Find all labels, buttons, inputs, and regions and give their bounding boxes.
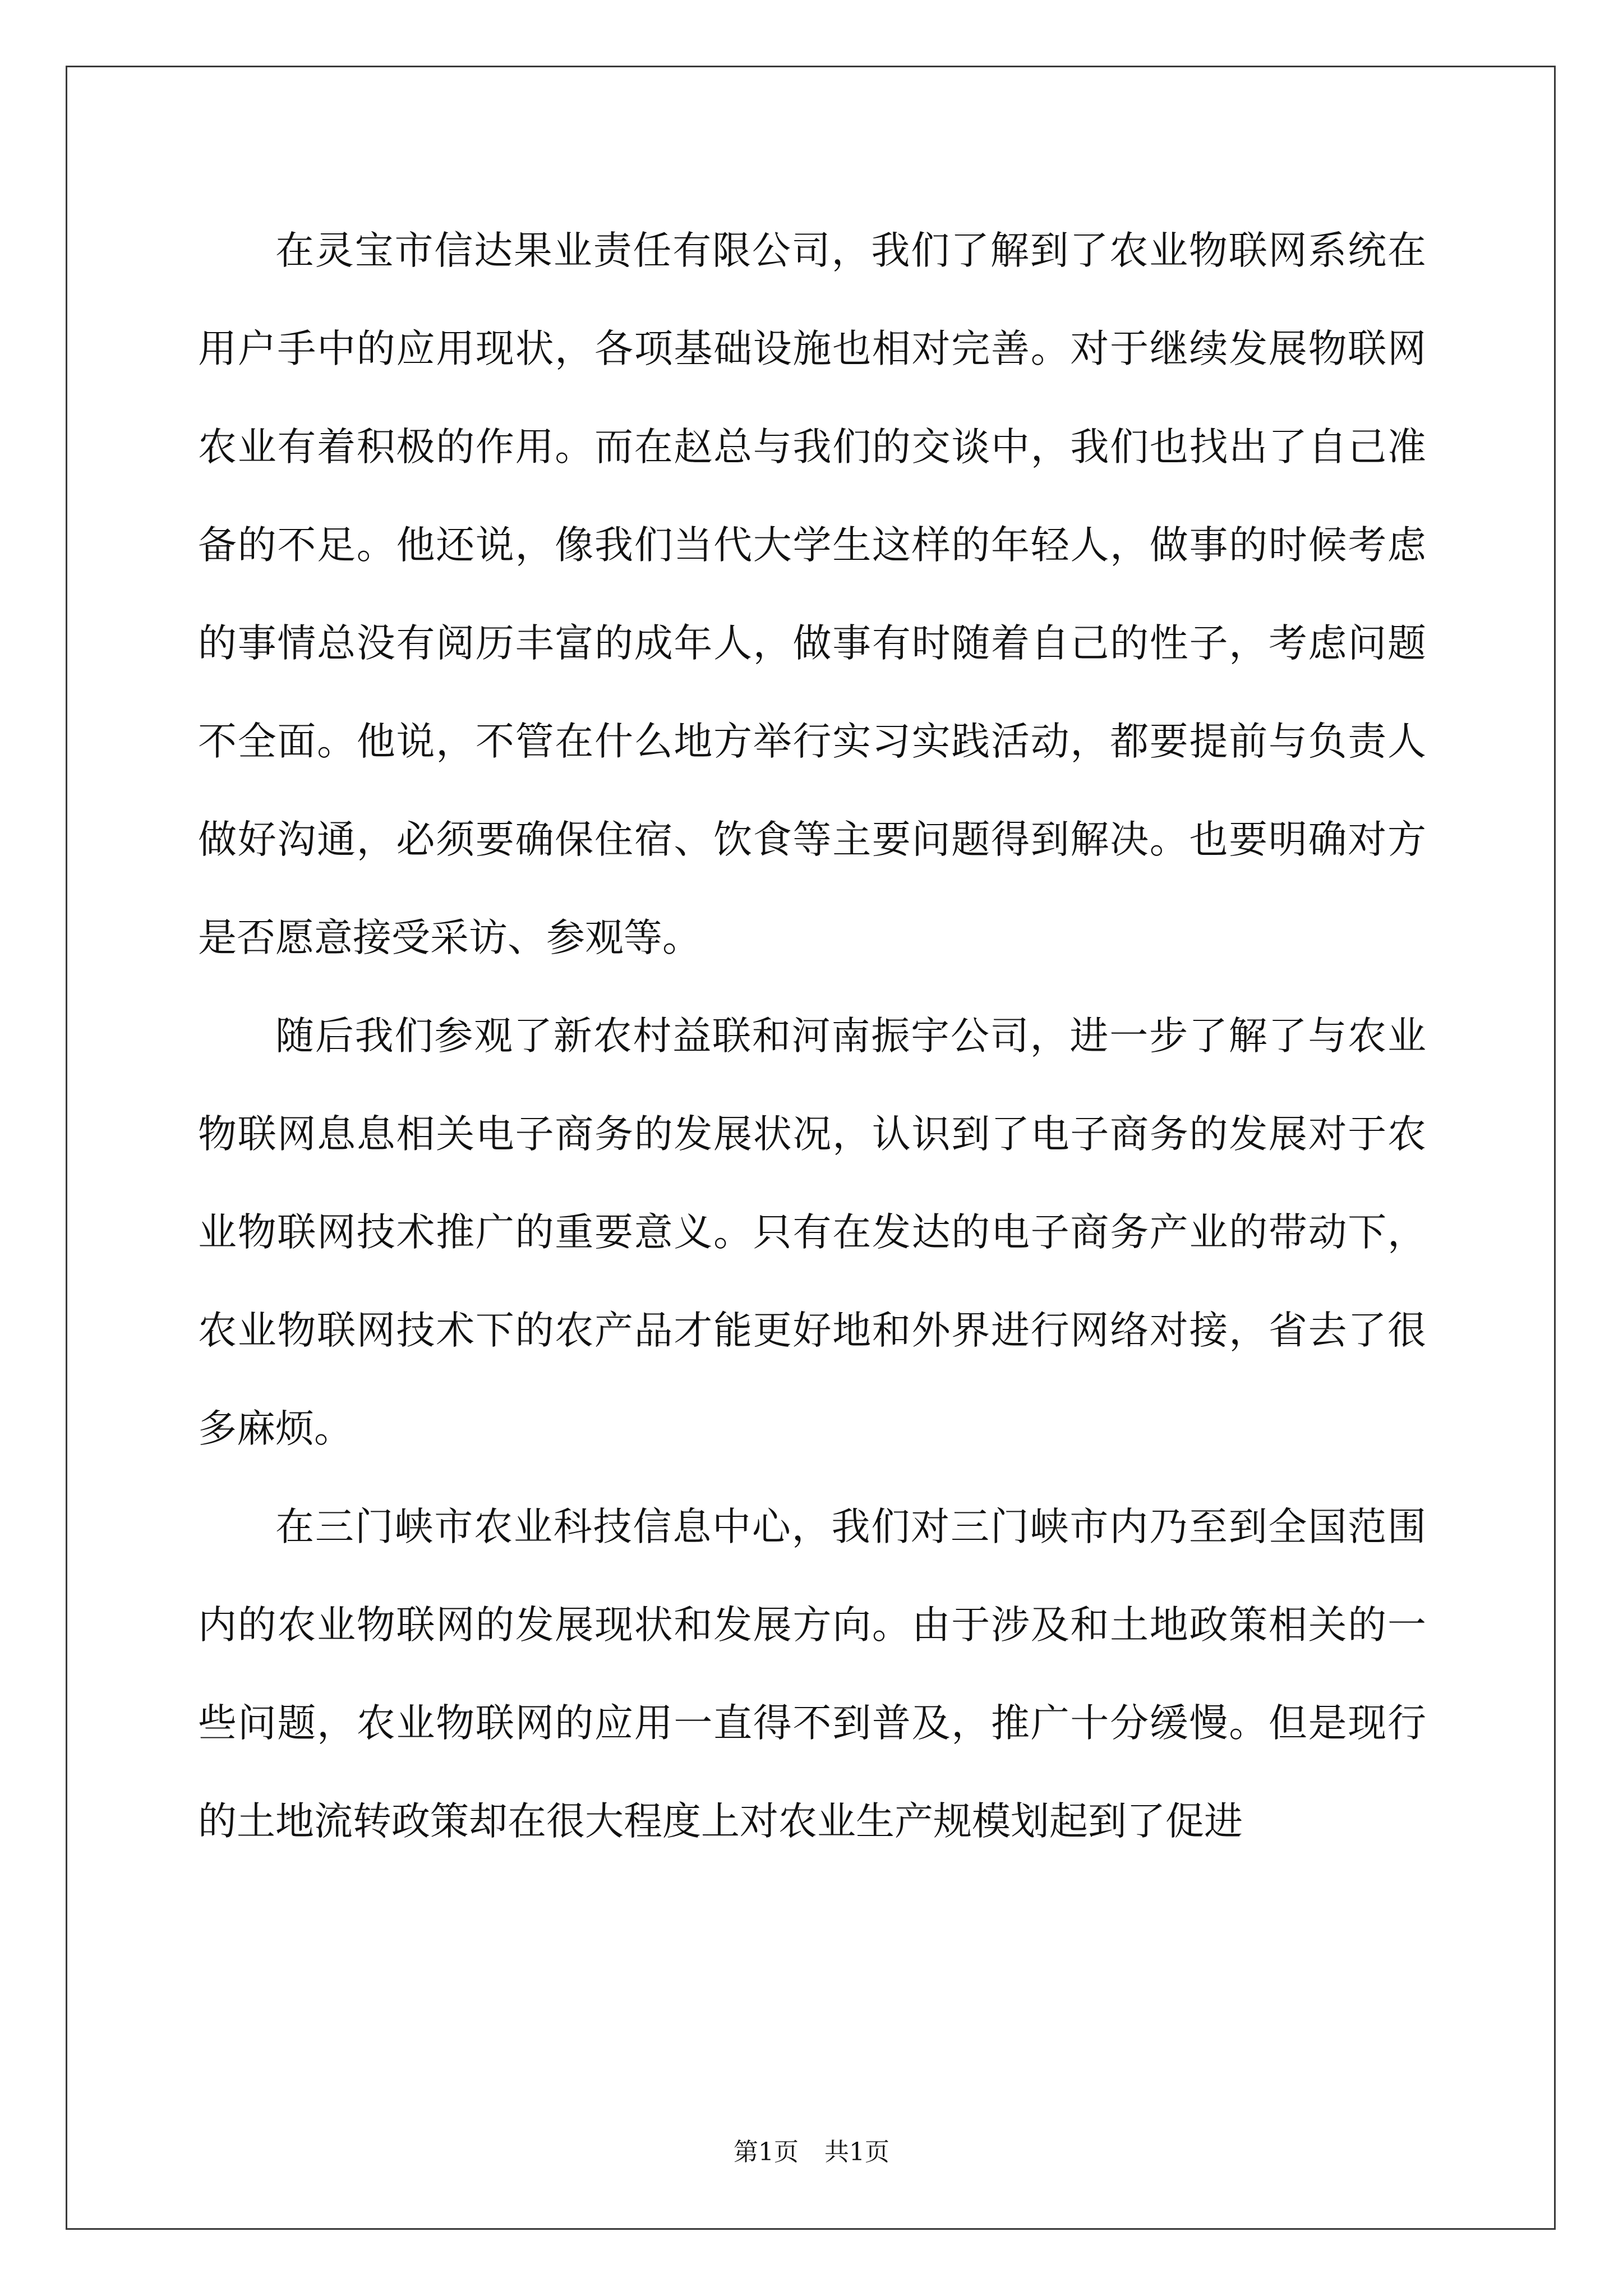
paragraph: 随后我们参观了新农村益联和河南振宇公司，进一步了解了与农业物联网息息相关电子商务的发展状况，认识到了电子商务的发展对于农业物联网技术推广的重要意义。只有在发达的电子商务产业的带动下，农业物联网技术下的农产品才能更好地和外界进行网络对接，省去了很多麻烦。	[198, 1014, 1426, 1451]
page-number: 第1页	[734, 2138, 799, 2166]
paragraph: 在三门峡市农业科技信息中心，我们对三门峡市内乃至到全国范围内的农业物联网的发展现状和发展方向。由于涉及和土地政策相关的一些问题，农业物联网的应用一直得不到普及，推广十分缓慢。但是现行的土地流转政策却在很大程度上对农业生产规模划起到了促进	[198, 1504, 1426, 1844]
page-total: 共1页	[824, 2138, 889, 2166]
document-body	[198, 202, 1426, 1871]
paragraph: 在灵宝市信达果业责任有限公司，我们了解到了农业物联网系统在用户手中的应用现状，各项基础设施也相对完善。对于继续发展物联网农业有着积极的作用。而在赵总与我们的交谈中，我们也找出了自己准备的不足。他还说，像我们当代大学生这样的年轻人，做事的时候考虑的事情总没有阅历丰富的成年人，做事有时随着自己的性子，考虑问题不全面。他说，不管在什么地方举行实习实践活动，都要提前与负责人做好沟通，必须要确保住宿、饮食等主要问题得到解决。也要明确对方是否愿意接受采访、参观等。	[198, 228, 1426, 960]
page-footer	[0, 2132, 1623, 2168]
